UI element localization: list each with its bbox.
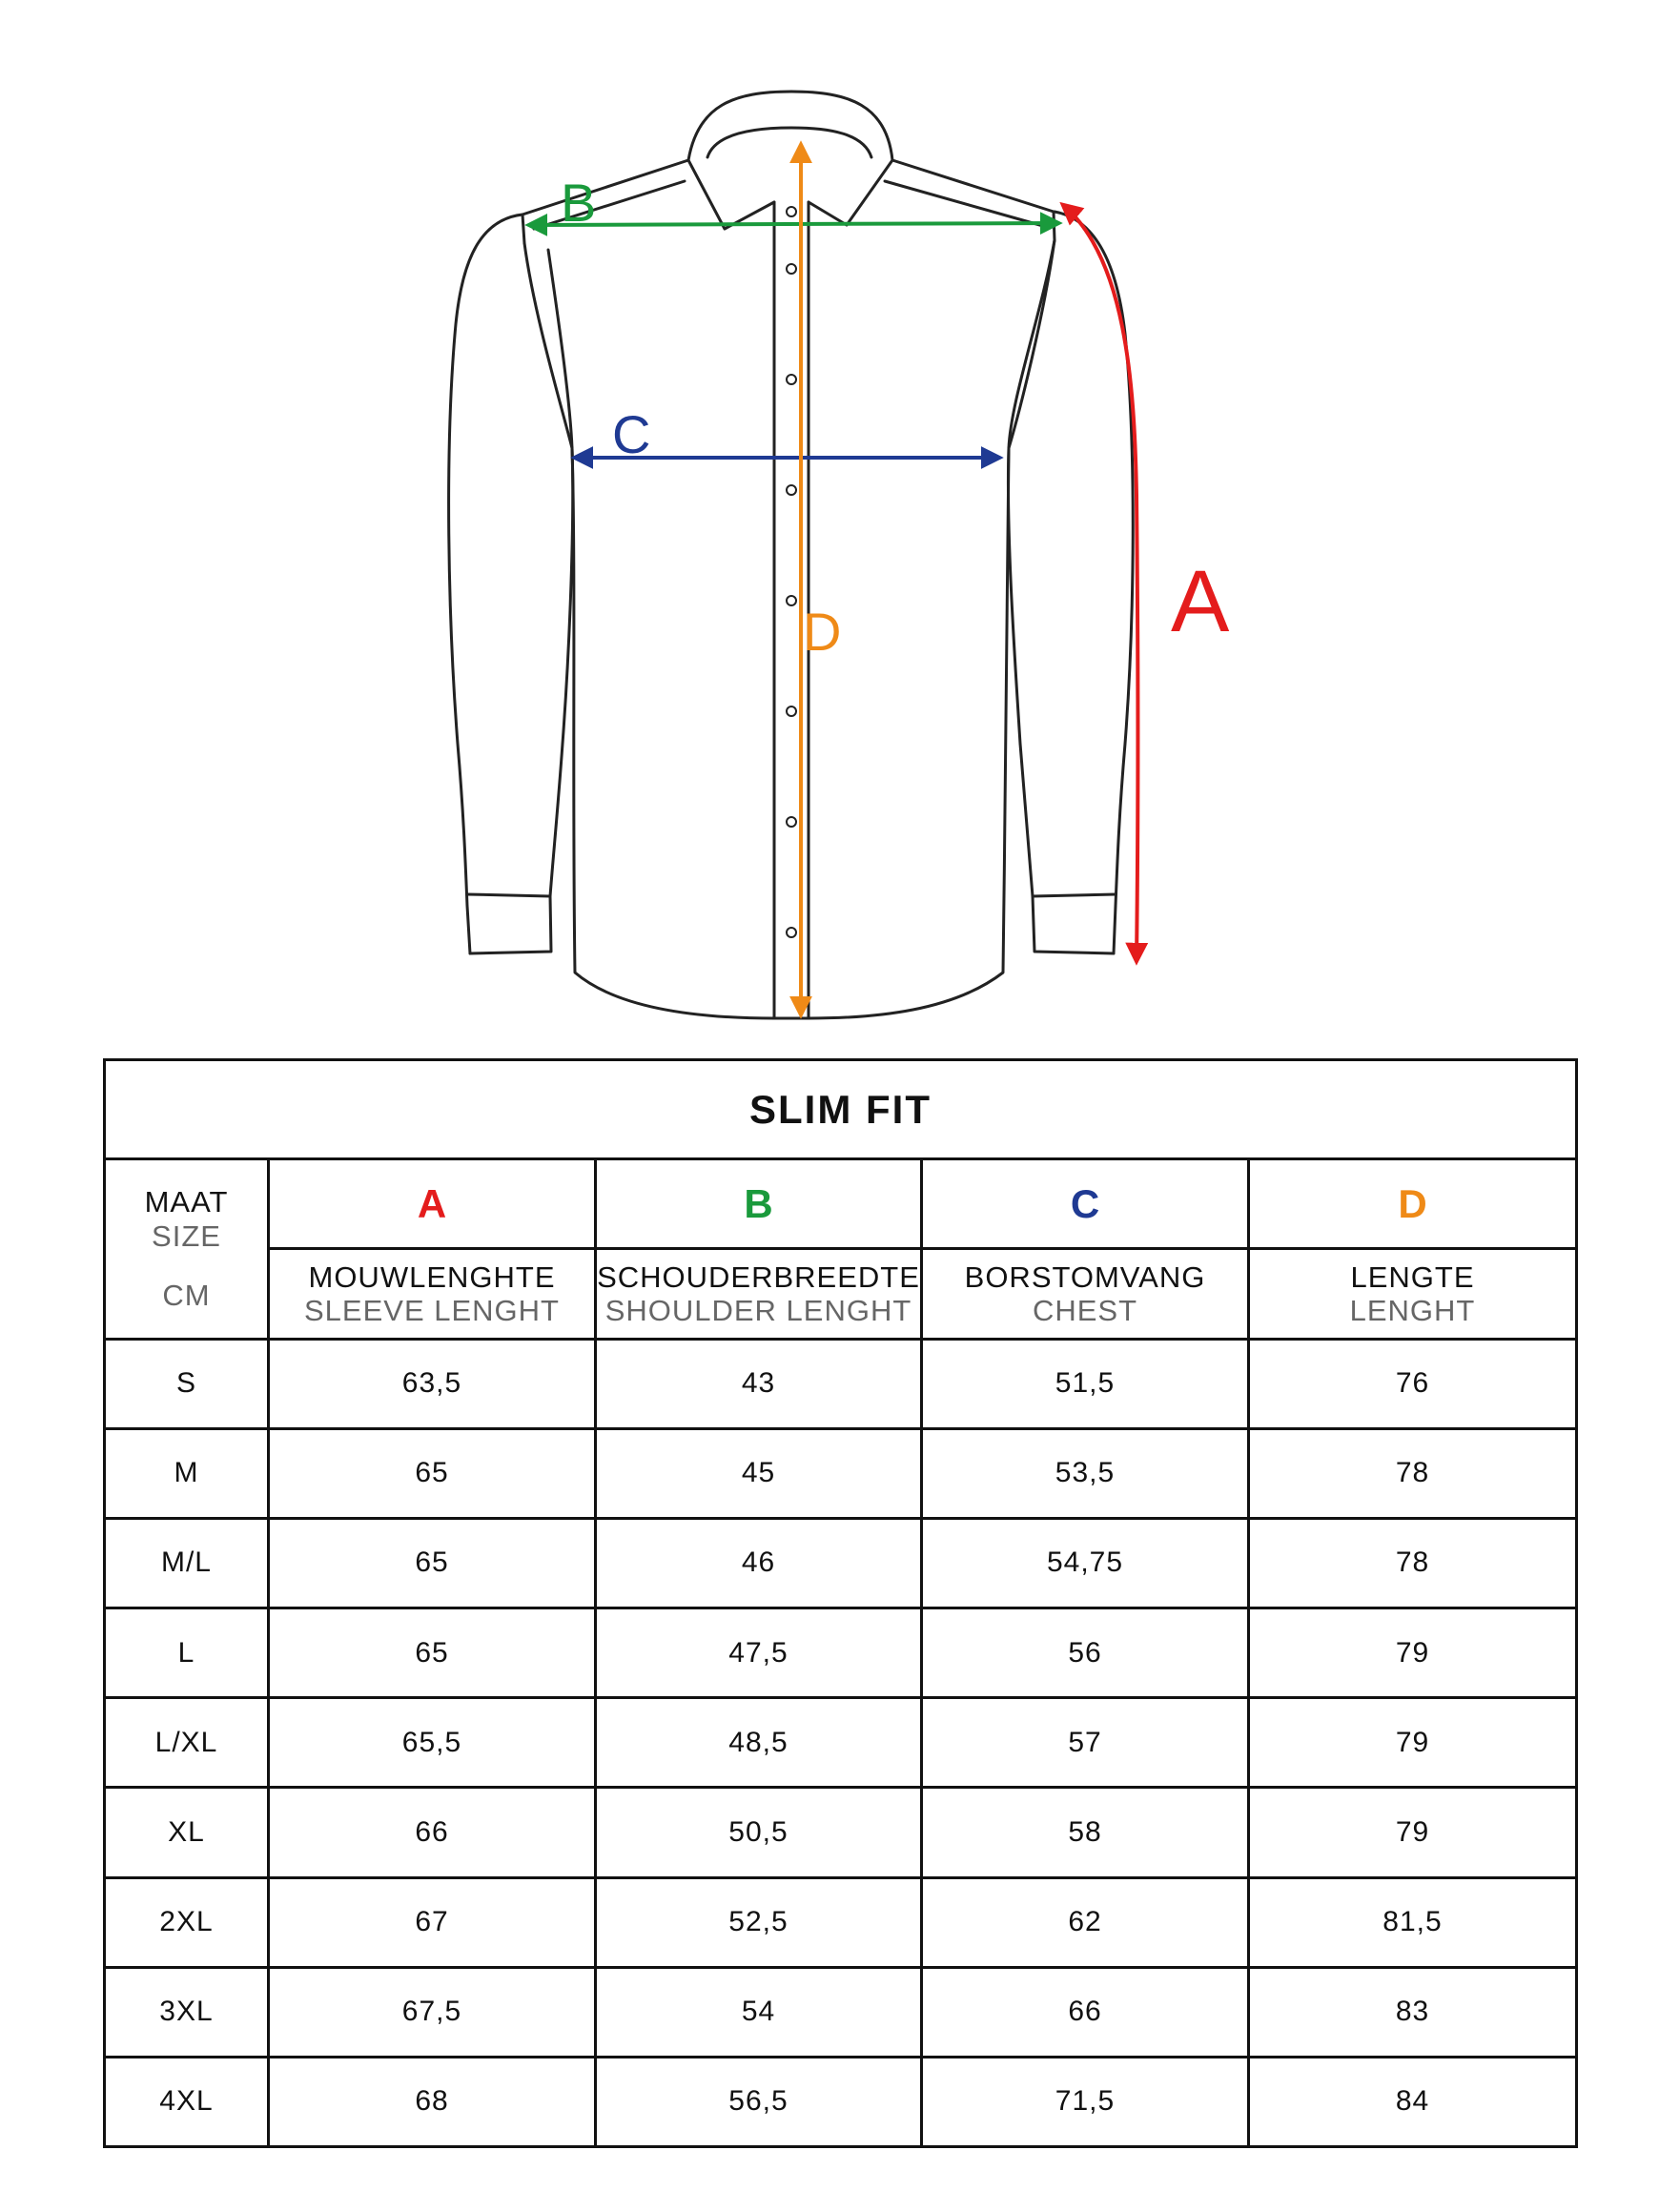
value-cell: 78 — [1249, 1428, 1577, 1518]
value-cell: 63,5 — [269, 1339, 596, 1428]
measure-a-arrow — [1063, 205, 1138, 961]
unit-label: CM — [162, 1278, 211, 1312]
value-cell: 56 — [922, 1608, 1249, 1698]
value-cell: 71,5 — [922, 2057, 1249, 2146]
value-cell: 65,5 — [269, 1698, 596, 1788]
size-header-en: SIZE — [152, 1219, 221, 1253]
column-letter-a: A — [269, 1159, 596, 1249]
size-chart-table — [103, 1058, 1578, 2148]
size-cell: S — [105, 1339, 269, 1428]
table-row — [105, 1788, 1577, 1877]
size-cell: 3XL — [105, 1967, 269, 2057]
value-cell: 52,5 — [596, 1877, 922, 1967]
value-cell: 67,5 — [269, 1967, 596, 2057]
value-cell: 54 — [596, 1967, 922, 2057]
column-name-nl: LENGTE — [1350, 1260, 1475, 1294]
value-cell: 67 — [269, 1877, 596, 1967]
size-cell: M/L — [105, 1518, 269, 1608]
table-row — [105, 2057, 1577, 2146]
value-cell: 83 — [1249, 1967, 1577, 2057]
value-cell: 79 — [1249, 1788, 1577, 1877]
value-cell: 65 — [269, 1518, 596, 1608]
value-cell: 81,5 — [1249, 1877, 1577, 1967]
table-row — [105, 1967, 1577, 2057]
button-icon — [787, 375, 796, 384]
column-name-en: SLEEVE LENGHT — [304, 1294, 560, 1327]
column-letter-c: C — [922, 1159, 1249, 1249]
size-column-header — [105, 1159, 269, 1339]
column-name-en: SHOULDER LENGHT — [604, 1294, 912, 1327]
size-cell: L — [105, 1608, 269, 1698]
column-letter-b: B — [596, 1159, 922, 1249]
value-cell: 65 — [269, 1608, 596, 1698]
table-row — [105, 1428, 1577, 1518]
value-cell: 56,5 — [596, 2057, 922, 2146]
size-cell: 2XL — [105, 1877, 269, 1967]
value-cell: 62 — [922, 1877, 1249, 1967]
button-icon — [787, 928, 796, 937]
value-cell: 54,75 — [922, 1518, 1249, 1608]
value-cell: 66 — [922, 1967, 1249, 2057]
value-cell: 57 — [922, 1698, 1249, 1788]
column-desc-d — [1249, 1249, 1577, 1339]
table-row — [105, 1518, 1577, 1608]
value-cell: 76 — [1249, 1339, 1577, 1428]
button-icon — [787, 207, 796, 216]
size-cell: XL — [105, 1788, 269, 1877]
value-cell: 51,5 — [922, 1339, 1249, 1428]
value-cell: 78 — [1249, 1518, 1577, 1608]
measure-c-label: C — [612, 404, 651, 464]
column-desc-b — [596, 1249, 922, 1339]
button-icon — [787, 596, 796, 605]
table-row — [105, 1608, 1577, 1698]
size-cell: 4XL — [105, 2057, 269, 2146]
value-cell: 79 — [1249, 1608, 1577, 1698]
value-cell: 45 — [596, 1428, 922, 1518]
shirt-measurement-diagram — [0, 0, 1659, 1049]
value-cell: 66 — [269, 1788, 596, 1877]
column-name-nl: SCHOUDERBREEDTE — [597, 1260, 920, 1294]
button-icon — [787, 264, 796, 274]
value-cell: 84 — [1249, 2057, 1577, 2146]
value-cell: 50,5 — [596, 1788, 922, 1877]
column-desc-a — [269, 1249, 596, 1339]
button-icon — [787, 817, 796, 827]
column-desc-c — [922, 1249, 1249, 1339]
table-row — [105, 1698, 1577, 1788]
value-cell: 47,5 — [596, 1608, 922, 1698]
column-name-en: CHEST — [1032, 1294, 1138, 1327]
column-name-en: LENGHT — [1349, 1294, 1476, 1327]
value-cell: 46 — [596, 1518, 922, 1608]
button-icon — [787, 707, 796, 716]
measure-b-label: B — [561, 173, 597, 233]
value-cell: 58 — [922, 1788, 1249, 1877]
table-title: SLIM FIT — [105, 1060, 1577, 1159]
value-cell: 53,5 — [922, 1428, 1249, 1518]
column-name-nl: BORSTOMVANG — [964, 1260, 1206, 1294]
measure-d-label: D — [803, 602, 842, 662]
shirt-buttons — [787, 207, 796, 937]
size-cell: L/XL — [105, 1698, 269, 1788]
value-cell: 68 — [269, 2057, 596, 2146]
button-icon — [787, 485, 796, 495]
column-letter-d: D — [1249, 1159, 1577, 1249]
value-cell: 65 — [269, 1428, 596, 1518]
value-cell: 79 — [1249, 1698, 1577, 1788]
size-cell: M — [105, 1428, 269, 1518]
measure-b-arrow — [529, 223, 1058, 225]
shirt-outline — [449, 92, 1134, 1018]
column-name-nl: MOUWLENGHTE — [308, 1260, 556, 1294]
measure-a-label: A — [1171, 553, 1230, 650]
table-row — [105, 1877, 1577, 1967]
value-cell: 43 — [596, 1339, 922, 1428]
table-row — [105, 1339, 1577, 1428]
size-header-nl: MAAT — [144, 1184, 229, 1219]
value-cell: 48,5 — [596, 1698, 922, 1788]
